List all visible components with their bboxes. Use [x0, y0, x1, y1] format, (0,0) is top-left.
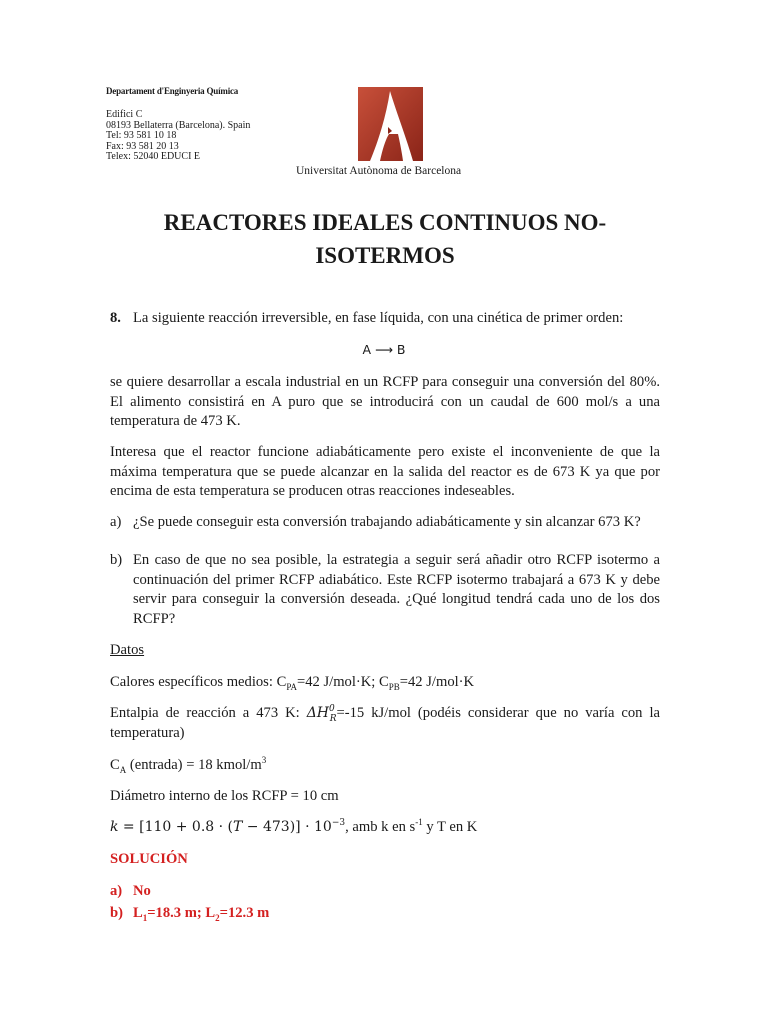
length-2-subscript: 2 [215, 912, 220, 923]
length-1-subscript: 1 [142, 912, 148, 923]
exercise-number: 8. [110, 310, 121, 326]
solution-heading: SOLUCIÓN [110, 851, 188, 867]
title-line: REACTORES IDEALES CONTINUOS NO- [163, 210, 607, 235]
solution-text: No [133, 883, 151, 899]
length-1-value: =18.3 m; L [147, 905, 216, 921]
enthalpy-subscript: R [329, 713, 337, 724]
enthalpy-line [110, 704, 660, 743]
cp-b-value: =42 J/mol·K [399, 674, 475, 690]
page-title [110, 206, 660, 272]
rate-constant-line [110, 818, 660, 838]
question-label: a) [110, 514, 122, 530]
length-1-symbol: L [133, 905, 143, 921]
cp-a-subscript: PA [286, 681, 297, 692]
question-a [110, 513, 660, 533]
solution-text [133, 904, 660, 924]
heat-capacity-line [110, 673, 660, 693]
paragraph-conditions: se quiere desarrollar a escala industrial en un RCFP para conseguir una conversión del 80%. El alimento consistirá en A puro que se introducirá con un caudal de 600 mol/s a una temperatura de 473 K. [110, 374, 660, 430]
inlet-concentration-line [110, 756, 660, 776]
diameter-line: Diámetro interno de los RCFP = 10 cm [110, 788, 339, 804]
question-text: ¿Se puede conseguir esta conversión trabajando adiabáticamente y sin alcanzar 673 K? [133, 514, 641, 530]
exercise-intro [110, 309, 660, 329]
ca-prefix: C [110, 757, 120, 773]
ca-superscript: 3 [261, 755, 267, 766]
cp-prefix: Calores específicos medios: C [110, 674, 287, 690]
exercise-intro-text: La siguiente reacción irreversible, en fase líquida, con una cinética de primer orden: [133, 310, 624, 326]
address-line: Fax: 93 581 20 13 [106, 140, 179, 152]
cp-b-subscript: PB [388, 681, 400, 692]
cp-a-value: =42 J/mol·K; C [297, 674, 389, 690]
datos-heading: Datos [110, 642, 145, 658]
enthalpy-prefix: Entalpia de reacción a 473 K: [110, 705, 307, 721]
question-label: b) [110, 552, 123, 568]
solution-label: b) [110, 905, 123, 921]
ca-text: (entrada) = 18 kmol/m [126, 757, 262, 773]
solution-a [110, 882, 660, 902]
reaction-equation: A ⟶ B [362, 342, 406, 357]
address-line: Telex: 52040 EDUCI E [106, 151, 201, 162]
department-name: Departament d'Enginyeria Química [106, 86, 239, 96]
enthalpy-superscript: 0 [329, 704, 335, 715]
address-line: 08193 Bellaterra (Barcelona). Spain [106, 119, 251, 131]
title-line: ISOTERMOS [315, 243, 455, 268]
solution-b [110, 904, 660, 924]
address-line: Edifici C [106, 109, 143, 120]
k-units-superscript: -1 [415, 817, 423, 828]
address-line: Tel: 93 581 10 18 [106, 130, 177, 141]
k-variable: k [110, 819, 119, 835]
k-expression: = [110 + 0.8 · ( [118, 819, 234, 835]
enthalpy-rest: =-15 kJ/mol (podéis considerar que no varía con la temperatura) [110, 705, 660, 741]
address-block [106, 110, 250, 163]
k-exponent: −3 [331, 818, 346, 829]
ca-subscript: A [119, 764, 127, 775]
k-units-tail: y T en K [422, 819, 478, 835]
k-units: , amb k en s [345, 819, 416, 835]
question-b [110, 551, 660, 629]
university-logo [358, 87, 423, 161]
university-name: Universitat Autònoma de Barcelona [296, 165, 462, 177]
solution-label: a) [110, 883, 123, 899]
length-2-value: =12.3 m [219, 905, 270, 921]
enthalpy-symbol: ΔH [306, 705, 330, 721]
k-expression-2: − 473)] · 10 [242, 819, 332, 835]
k-temperature: T [233, 819, 243, 835]
question-text: En caso de que no sea posible, la estrategia a seguir será añadir otro RCFP isotermo a continuación del primer RCFP adiabático. Este RCFP isotermo trabajará a 673 K y debe servir para conseguir la conversión deseada. ¿Qué longitud tendrá cada uno de los dos RCFP? [133, 552, 660, 627]
paragraph-constraint: Interesa que el reactor funcione adiabáticamente pero existe el inconveniente de que la máxima temperatura que se puede alcanzar en la salida del reactor es de 673 K ya que por encima de esta temperatura se producen otras reacciones indeseables. [110, 444, 660, 500]
